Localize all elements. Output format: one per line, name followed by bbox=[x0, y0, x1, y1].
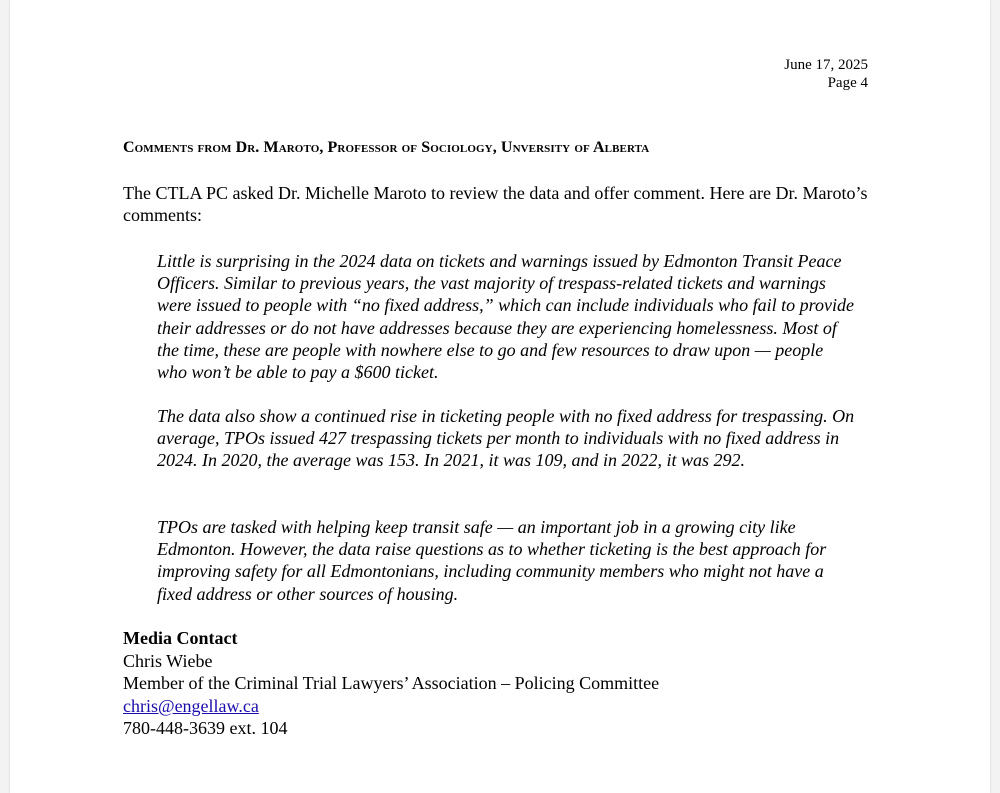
header-date: June 17, 2025 bbox=[784, 57, 868, 73]
quote-paragraph-1: Little is surprising in the 2024 data on tickets and warnings issued by Edmonton Transit Peace Officers. Similar to previous years, the vast majority of trespass-related tickets and warnings were issued to people with “no fixed address,” which can include individuals who fail to provide their addresses or do not have addresses because they are experiencing homelessness. Most of the time, these are people with nowhere else to go and few resources to draw upon — people who won’t be able to pay a $600 ticket. bbox=[157, 251, 854, 383]
contact-name: Chris Wiebe bbox=[123, 650, 213, 671]
quote-paragraph-2: The data also show a continued rise in ticketing people with no fixed address for trespassing. On average, TPOs issued 427 trespassing tickets per month to individuals with no fixed address in 2024. In 2020, the average was 153. In 2021, it was 109, and in 2022, it was 292. bbox=[157, 406, 855, 471]
contact-role: Member of the Criminal Trial Lawyers’ Association – Policing Committee bbox=[123, 673, 660, 693]
intro-paragraph: The CTLA PC asked Dr. Michelle Maroto to review the data and offer comment. Here are Dr. Maroto’s comments: bbox=[123, 183, 868, 225]
media-contact-block bbox=[123, 627, 659, 740]
header-page-number: Page 4 bbox=[827, 75, 868, 91]
contact-phone: 780-448-3639 ext. 104 bbox=[123, 718, 288, 738]
media-contact-title: Media Contact bbox=[123, 628, 238, 648]
contact-email-link[interactable]: chris@engellaw.ca bbox=[123, 695, 259, 716]
section-heading: Comments from Dr. Maroto, Professor of Sociology, Unversity of Alberta bbox=[123, 139, 650, 156]
document-page bbox=[10, 0, 990, 793]
quote-paragraph-3: TPOs are tasked with helping keep transit safe — an important job in a growing city like Edmonton. However, the data raise questions as to whether ticketing is the best approach for improving safety for all Edmontonians, including community members who might not have a fixed address or other sources of housing. bbox=[157, 517, 827, 604]
page-header bbox=[784, 56, 868, 92]
